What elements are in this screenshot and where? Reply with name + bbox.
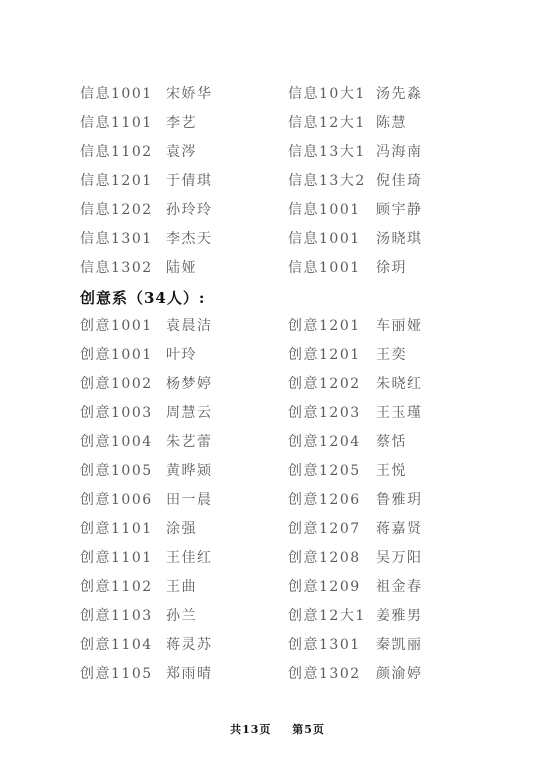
student-name: 周慧云: [166, 405, 213, 421]
class-code: 创意1204: [288, 434, 361, 450]
class-code: 信息1001: [80, 86, 153, 102]
list-row: [0, 314, 555, 338]
class-code: 创意1006: [80, 492, 153, 508]
student-name: 蔡恬: [376, 434, 407, 450]
list-row: [0, 459, 555, 483]
student-name: 王曲: [166, 579, 197, 595]
student-name: 姜雅男: [376, 608, 423, 624]
class-code: 创意1302: [288, 666, 361, 682]
student-name: 车丽娅: [376, 318, 423, 334]
list-row: [0, 633, 555, 657]
section-title: 创意系（34人）:: [80, 289, 206, 307]
student-name: 蒋灵苏: [166, 637, 213, 653]
student-name: 袁晨洁: [166, 318, 213, 334]
student-name: 陈慧: [376, 115, 407, 131]
student-name: 倪佳琦: [376, 173, 423, 189]
student-name: 鲁雅玥: [376, 492, 423, 508]
list-row: [0, 604, 555, 628]
student-name: 颜渝婷: [376, 666, 423, 682]
class-code: 信息13大2: [288, 173, 366, 189]
class-code: 创意1201: [288, 318, 361, 334]
student-name: 孙玲玲: [166, 202, 213, 218]
student-name: 田一晨: [166, 492, 213, 508]
list-row: [0, 169, 555, 193]
list-row: [0, 343, 555, 367]
student-name: 李艺: [166, 115, 197, 131]
list-row: [0, 546, 555, 570]
class-code: 创意1206: [288, 492, 361, 508]
class-code: 信息1101: [80, 115, 153, 131]
class-code: 创意1101: [80, 521, 153, 537]
student-name: 汤晓琪: [376, 231, 423, 247]
student-name: 朱晓红: [376, 376, 423, 392]
student-name: 李杰天: [166, 231, 213, 247]
list-row: [0, 111, 555, 135]
class-code: 信息1102: [80, 144, 153, 160]
class-code: 创意1101: [80, 550, 153, 566]
list-row: [0, 198, 555, 222]
student-name: 宋娇华: [166, 86, 213, 102]
class-code: 信息1001: [288, 231, 361, 247]
class-code: 创意1203: [288, 405, 361, 421]
student-name: 吴万阳: [376, 550, 423, 566]
student-name: 徐玥: [376, 260, 407, 276]
class-code: 信息1202: [80, 202, 153, 218]
student-name: 朱艺蕾: [166, 434, 213, 450]
student-name: 王佳红: [166, 550, 213, 566]
student-name: 王奕: [376, 347, 407, 363]
class-code: 创意1001: [80, 318, 153, 334]
list-row: [0, 227, 555, 251]
total-pages: 共13页: [230, 723, 272, 736]
class-code: 创意1103: [80, 608, 153, 624]
class-code: 信息10大1: [288, 86, 366, 102]
student-name: 王玉瑾: [376, 405, 423, 421]
student-name: 王悦: [376, 463, 407, 479]
list-row: [0, 662, 555, 686]
class-code: 创意1002: [80, 376, 153, 392]
list-row: [0, 488, 555, 512]
student-name: 涂强: [166, 521, 197, 537]
class-code: 信息1001: [288, 260, 361, 276]
class-code: 创意1102: [80, 579, 153, 595]
student-name: 袁涔: [166, 144, 197, 160]
student-name: 蒋嘉贤: [376, 521, 423, 537]
class-code: 创意1208: [288, 550, 361, 566]
student-name: 汤先淼: [376, 86, 423, 102]
class-code: 创意1205: [288, 463, 361, 479]
student-name: 秦凯丽: [376, 637, 423, 653]
class-code: 信息1302: [80, 260, 153, 276]
student-name: 郑雨晴: [166, 666, 213, 682]
list-row: [0, 82, 555, 106]
class-code: 创意1005: [80, 463, 153, 479]
class-code: 创意1004: [80, 434, 153, 450]
class-code: 创意1202: [288, 376, 361, 392]
current-page: 第5页: [292, 723, 325, 736]
class-code: 信息13大1: [288, 144, 366, 160]
class-code: 信息1201: [80, 173, 153, 189]
class-code: 信息12大1: [288, 115, 366, 131]
page-footer: [0, 721, 555, 737]
student-name: 孙兰: [166, 608, 197, 624]
student-name: 叶玲: [166, 347, 197, 363]
list-row: [0, 140, 555, 164]
class-code: 创意1001: [80, 347, 153, 363]
student-name: 杨梦婷: [166, 376, 213, 392]
class-code: 创意12大1: [288, 608, 366, 624]
class-code: 创意1105: [80, 666, 153, 682]
class-code: 信息1301: [80, 231, 153, 247]
list-row: [0, 372, 555, 396]
list-row: [0, 575, 555, 599]
class-code: 创意1201: [288, 347, 361, 363]
list-row: [0, 517, 555, 541]
list-row: [0, 256, 555, 280]
student-name: 于倩琪: [166, 173, 213, 189]
class-code: 创意1209: [288, 579, 361, 595]
list-row: [0, 401, 555, 425]
student-name: 祖金春: [376, 579, 423, 595]
student-name: 陆娅: [166, 260, 197, 276]
class-code: 创意1104: [80, 637, 153, 653]
list-row: [0, 430, 555, 454]
class-code: 创意1003: [80, 405, 153, 421]
class-code: 创意1207: [288, 521, 361, 537]
student-name: 冯海南: [376, 144, 423, 160]
class-code: 信息1001: [288, 202, 361, 218]
class-code: 创意1301: [288, 637, 361, 653]
student-name: 黄晔颎: [166, 463, 213, 479]
student-name: 顾宇静: [376, 202, 423, 218]
